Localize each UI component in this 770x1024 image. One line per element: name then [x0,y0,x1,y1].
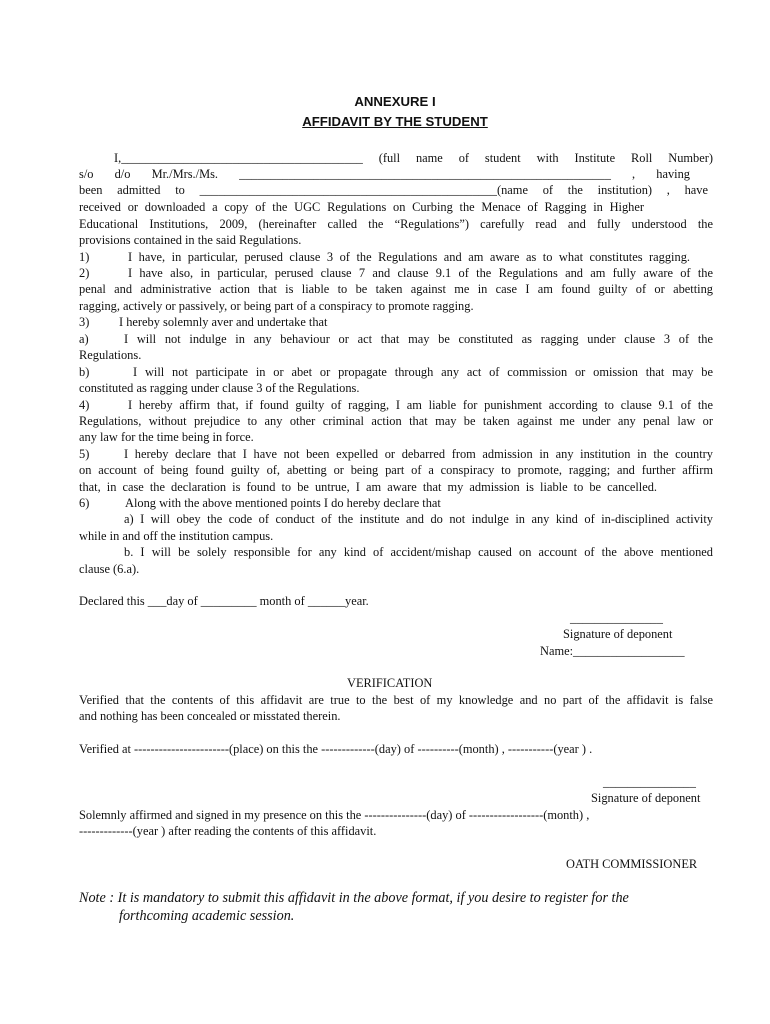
clause-2-line-2: penal and administrative action that is liable to be taken against me in case I am found guilty of or abetting [79,282,713,296]
affirmed-line-2: -------------(year ) after reading the contents of this affidavit. [79,824,377,838]
clause-4-line-3: any law for the time being in force. [79,430,254,444]
intro-line-2: s/o d/o Mr./Mrs./Ms. ____________________________________________________________ , having [79,167,690,181]
clause-2-line-1: I have also, in particular, perused clause 7 and clause 9.1 of the Regulations and am fully aware of the [128,266,713,280]
clause-5-line-1: I hereby declare that I have not been expelled or debarred from admission in any institution in the country [124,447,713,461]
clause-2-number: 2) [79,266,90,280]
clause-a-line-1: I will not indulge in any behaviour or act that may be constituted as ragging under clause 3 of the [124,332,713,346]
deponent-1-name: Name:__________________ [540,644,685,658]
clause-4-number: 4) [79,398,90,412]
clause-5-number: 5) [79,447,90,461]
declared-line: Declared this ___day of _________ month of ______year. [79,594,369,608]
clause-3-line-1: I hereby solemnly aver and undertake that [119,315,328,329]
intro-line-1: I,_______________________________________ (full name of student with Institute Roll Number) [114,151,713,165]
clause-6b-line-1: b. I will be solely responsible for any kind of accident/mishap caused on account of the above mentioned [124,545,713,559]
clause-3-number: 3) [79,315,90,329]
clause-6a-line-1: a) I will obey the code of conduct of the institute and do not indulge in any kind of in-disciplined activity [124,512,713,526]
clause-1-line-1: I have, in particular, perused clause 3 of the Regulations and am aware as to what constitutes ragging. [128,250,690,264]
affirmed-line-1: Solemnly affirmed and signed in my presence on this the ---------------(day) of ------------------(month) , [79,808,590,822]
verified-at-line: Verified at -----------------------(place) on this the -------------(day) of ----------(month) , -----------(year ) . [79,742,593,756]
intro-line-3: been admitted to ________________________________________________(name of the institution) , have [79,183,708,197]
verification-title: VERIFICATION [347,676,433,690]
clause-a-number: a) [79,332,89,346]
clause-5-line-2: on account of being found guilty of, abetting or being part of a conspiracy to promote, ragging; and further affirm [79,463,713,477]
clause-b-number: b) [79,365,90,379]
deponent-1-signature-label: Signature of deponent [563,627,673,641]
clause-b-line-1: I will not participate in or abet or propagate through any act of commission or omission that may be [133,365,713,379]
clause-4-line-1: I hereby affirm that, if found guilty of ragging, I am liable for punishment according to clause 9.1 of the [128,398,713,412]
clause-6b-line-2: clause (6.a). [79,562,140,576]
note-line-1: Note : It is mandatory to submit this affidavit in the above format, if you desire to register for the [79,890,629,906]
clause-4-line-2: Regulations, without prejudice to any other criminal action that may be taken against me under any penal law or [79,414,713,428]
deponent-1-signature-line: _______________ [570,611,663,625]
deponent-2-signature-label: Signature of deponent [591,791,701,805]
oath-commissioner: OATH COMMISSIONER [566,857,698,871]
clause-1-number: 1) [79,250,90,264]
clause-2-line-3: ragging, actively or passively, or being part of a conspiracy to promote ragging. [79,299,474,313]
affidavit-title: AFFIDAVIT BY THE STUDENT [302,114,488,129]
clause-6-number: 6) [79,496,90,510]
intro-line-5: Educational Institutions, 2009, (hereinafter called the “Regulations”) carefully read and fully understood the [79,217,713,231]
clause-a-line-2: Regulations. [79,348,142,362]
intro-line-4: received or downloaded a copy of the UGC Regulations on Curbing the Menace of Ragging in Higher [79,200,644,214]
clause-b-line-2: constituted as ragging under clause 3 of the Regulations. [79,381,360,395]
clause-5-line-3: that, in case the declaration is found to be untrue, I am aware that my admission is liable to be cancelled. [79,480,657,494]
verification-line-2: and nothing has been concealed or misstated therein. [79,709,341,723]
clause-6-line-1: Along with the above mentioned points I do hereby declare that [125,496,441,510]
note-line-2: forthcoming academic session. [119,908,295,924]
intro-line-6: provisions contained in the said Regulations. [79,233,302,247]
annexure-heading: ANNEXURE I [354,94,436,109]
deponent-2-signature-line: _______________ [603,775,696,789]
verification-line-1: Verified that the contents of this affidavit are true to the best of my knowledge and no part of the affidavit is false [79,693,713,707]
clause-6a-line-2: while in and off the institution campus. [79,529,274,543]
